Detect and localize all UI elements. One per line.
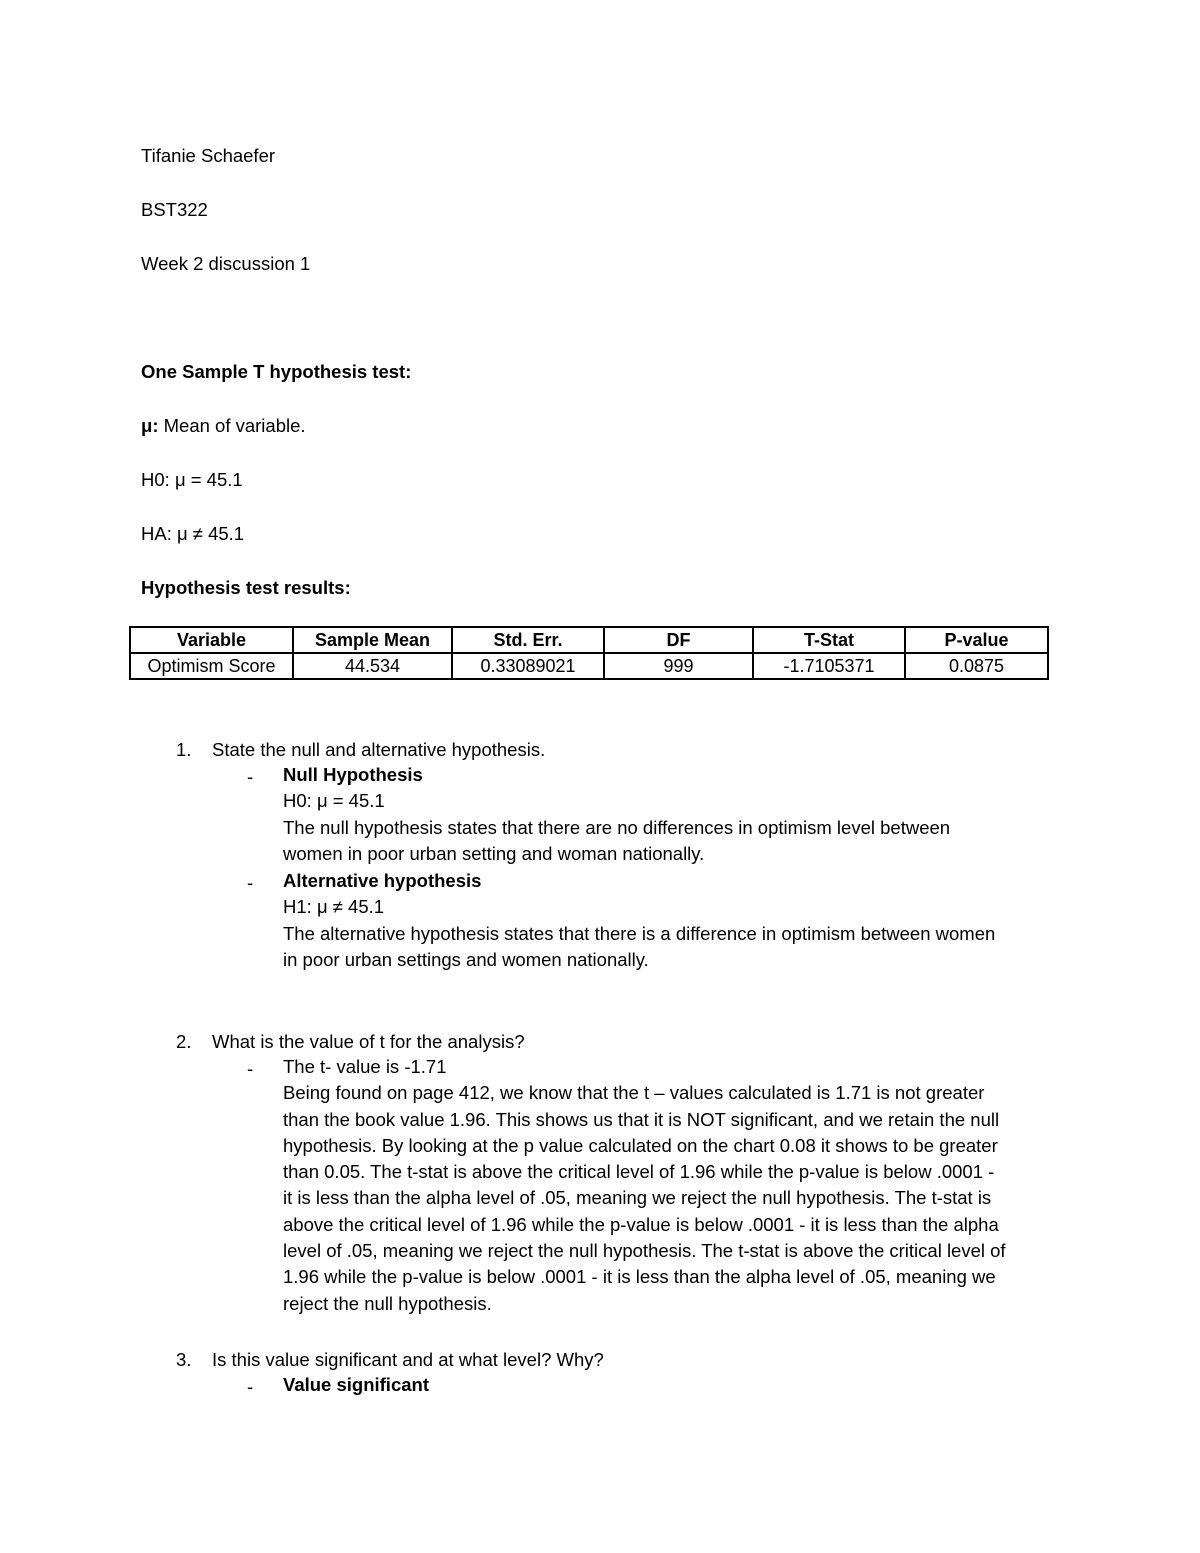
- table-cell: Optimism Score: [130, 653, 293, 679]
- h0-statement: [141, 469, 243, 491]
- ha-statement: [141, 523, 244, 545]
- q2-answer-line: Being found on page 412, we know that the t – values calculated is 1.71 is not greater: [283, 1082, 985, 1104]
- null-expr: μ = 45.1: [316, 790, 385, 812]
- alt-hypothesis-expr: [283, 894, 1073, 920]
- mu-text: Mean of variable.: [158, 415, 306, 436]
- q1-null-block: [283, 762, 1073, 867]
- q1-dash-null: -: [247, 766, 254, 787]
- q3-dash: -: [247, 1376, 254, 1397]
- table-cell: 44.534: [293, 653, 452, 679]
- q3-answer-title: Value significant: [283, 1374, 429, 1395]
- table-header: Std. Err.: [452, 627, 604, 653]
- alt-hypothesis-text: The alternative hypothesis states that there is a difference in optimism between women: [283, 922, 996, 944]
- q2-answer-line: than the book value 1.96. This shows us that it is NOT significant, and we retain the null: [283, 1108, 1000, 1130]
- null-prefix: H0:: [283, 790, 317, 812]
- table-header-row: [130, 627, 1048, 653]
- q2-answer-line: reject the null hypothesis.: [283, 1292, 492, 1314]
- alt-hypothesis-text: in poor urban settings and women nationally.: [283, 948, 649, 970]
- alt-hypothesis-title: Alternative hypothesis: [283, 870, 482, 891]
- null-hypothesis-title: Null Hypothesis: [283, 764, 423, 785]
- results-title: Hypothesis test results:: [141, 577, 351, 598]
- q2-answer-line: The t- value is -1.71: [283, 1056, 447, 1077]
- table-header: DF: [604, 627, 753, 653]
- q2-answer-line: hypothesis. By looking at the p value calculated on the chart 0.08 it shows to be greater: [283, 1134, 998, 1156]
- table-row: [130, 653, 1048, 679]
- q2-number: 2.: [176, 1031, 192, 1052]
- h0-prefix: H0:: [141, 469, 175, 490]
- q2-answer-line: above the critical level of 1.96 while the p-value is below .0001 - it is less than the alpha: [283, 1213, 999, 1235]
- q1-number: 1.: [176, 739, 192, 760]
- q3-question: Is this value significant and at what level? Why?: [212, 1349, 604, 1370]
- table-cell: 0.0875: [905, 653, 1048, 679]
- table-header: P-value: [905, 627, 1048, 653]
- table-header: T-Stat: [753, 627, 905, 653]
- mu-definition: [141, 415, 306, 437]
- table-cell: 0.33089021: [452, 653, 604, 679]
- q2-answer-line: it is less than the alpha level of .05, meaning we reject the null hypothesis. The t-stat is: [283, 1187, 992, 1209]
- q2-answer-line: level of .05, meaning we reject the null hypothesis. The t-stat is above the critical level of: [283, 1240, 1006, 1262]
- ha-prefix: HA:: [141, 523, 177, 544]
- course-code: BST322: [141, 199, 208, 220]
- author-name: Tifanie Schaefer: [141, 145, 276, 166]
- q3-answer-block: [283, 1372, 1073, 1398]
- alt-prefix: H1:: [283, 896, 317, 918]
- table-header: Sample Mean: [293, 627, 452, 653]
- q2-answer-block: [283, 1054, 1073, 1317]
- h0-expr: μ = 45.1: [174, 469, 243, 490]
- q2-answer-line: 1.96 while the p-value is below .0001 - it is less than the alpha level of .05, meaning we: [283, 1266, 996, 1288]
- q2-dash: -: [247, 1058, 254, 1079]
- null-hypothesis-text: women in poor urban setting and woman nationally.: [283, 842, 705, 864]
- null-hypothesis-text: The null hypothesis states that there are no differences in optimism level between: [283, 816, 951, 838]
- alt-expr: μ ≠ 45.1: [316, 896, 385, 918]
- table-cell: -1.7105371: [753, 653, 905, 679]
- q2-answer-line: than 0.05. The t-stat is above the critical level of 1.96 while the p-value is below .0001 -: [283, 1161, 995, 1183]
- mu-symbol: μ:: [141, 415, 159, 436]
- q1-dash-alt: -: [247, 872, 254, 893]
- null-hypothesis-expr: [283, 788, 1073, 814]
- q1-question: State the null and alternative hypothesis.: [212, 739, 546, 760]
- q2-question: What is the value of t for the analysis?: [212, 1031, 525, 1052]
- q1-alt-block: [283, 868, 1073, 973]
- q3-number: 3.: [176, 1349, 192, 1370]
- test-title: One Sample T hypothesis test:: [141, 361, 412, 382]
- results-table: [129, 626, 1049, 680]
- assignment-title: Week 2 discussion 1: [141, 253, 311, 274]
- ha-expr: μ ≠ 45.1: [176, 523, 245, 544]
- table-cell: 999: [604, 653, 753, 679]
- table-header: Variable: [130, 627, 293, 653]
